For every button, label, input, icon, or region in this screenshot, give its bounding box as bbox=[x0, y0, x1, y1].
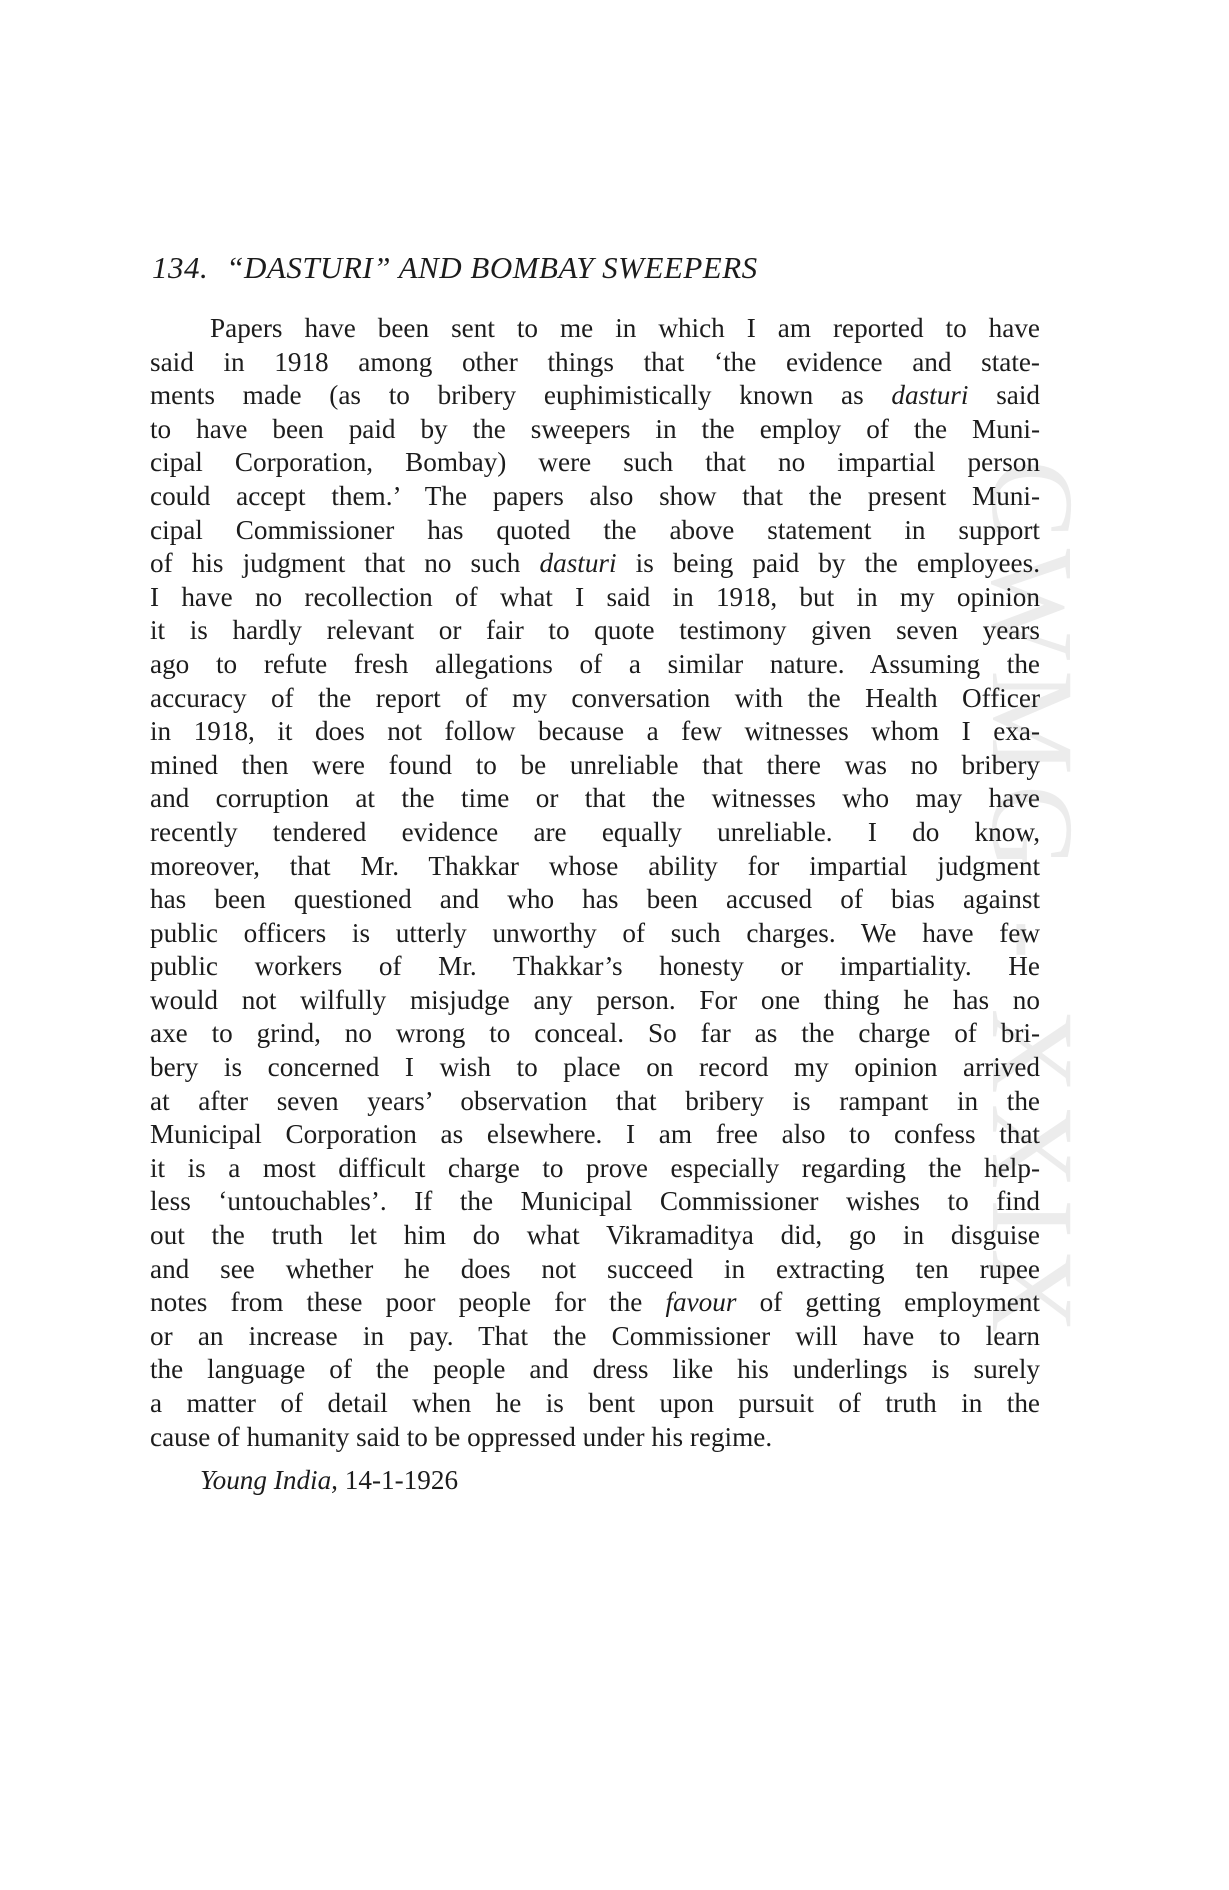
body-line: bery is concerned I wish to place on record my opinion arrived bbox=[150, 1052, 1040, 1083]
body-line: ments made (as to bribery euphimistically known as dasturi said bbox=[150, 380, 1040, 411]
body-line: public officers is utterly unworthy of such charges. We have few bbox=[150, 917, 1040, 948]
body-line: and see whether he does not succeed in extracting ten rupee bbox=[150, 1253, 1040, 1284]
body-line: moreover, that Mr. Thakkar whose ability for impartial judgment bbox=[150, 850, 1040, 881]
body-line: in 1918, it does not follow because a few witnesses whom I exa- bbox=[150, 716, 1040, 747]
body-line: said in 1918 among other things that ‘the evidence and state- bbox=[150, 346, 1040, 377]
body-line: it is a most difficult charge to prove especially regarding the help- bbox=[150, 1152, 1040, 1183]
body-line: has been questioned and who has been accused of bias against bbox=[150, 884, 1040, 915]
body-line: of his judgment that no such dasturi is being paid by the employees. bbox=[150, 548, 1040, 579]
body-line: cipal Commissioner has quoted the above statement in support bbox=[150, 514, 1040, 545]
body-line: accuracy of the report of my conversation with the Health Officer bbox=[150, 682, 1040, 713]
body-line: cipal Corporation, Bombay) were such that no impartial person bbox=[150, 447, 1040, 478]
body-line: Papers have been sent to me in which I am reported to have bbox=[210, 313, 1040, 343]
body-line: or an increase in pay. That the Commissioner will have to learn bbox=[150, 1320, 1040, 1351]
body-line: would not wilfully misjudge any person. For one thing he has no bbox=[150, 984, 1040, 1015]
watermark-text: CWMG - XXIX bbox=[967, 460, 1098, 1344]
body-line: cause of humanity said to be oppressed under his regime. bbox=[150, 1421, 773, 1452]
body-line: Municipal Corporation as elsewhere. I am free also to confess that bbox=[150, 1119, 1040, 1150]
body-line: ago to refute fresh allegations of a similar nature. Assuming the bbox=[150, 648, 1040, 679]
body-line: notes from these poor people for the favour of getting employment bbox=[150, 1287, 1040, 1318]
source-date: 14-1-1926 bbox=[344, 1465, 459, 1495]
body-line: recently tendered evidence are equally unreliable. I do know, bbox=[150, 816, 1040, 847]
body-line: to have been paid by the sweepers in the employ of the Muni- bbox=[150, 413, 1040, 444]
body-line: public workers of Mr. Thakkar’s honesty or impartiality. He bbox=[150, 951, 1040, 982]
article-title: “DASTURI” AND BOMBAY SWEEPERS bbox=[226, 250, 758, 285]
body-line: I have no recollection of what I said in 1918, but in my opinion bbox=[150, 581, 1040, 612]
body-line: and corruption at the time or that the witnesses who may have bbox=[150, 783, 1040, 814]
body-line: axe to grind, no wrong to conceal. So far as the charge of bri- bbox=[150, 1018, 1040, 1049]
body-line: out the truth let him do what Vikramaditya did, go in disguise bbox=[150, 1220, 1040, 1251]
body-line: at after seven years’ observation that bribery is rampant in the bbox=[150, 1085, 1040, 1116]
source-citation bbox=[200, 1465, 458, 1496]
article-number: 134. bbox=[152, 250, 209, 285]
source-publication: Young India, bbox=[200, 1465, 338, 1495]
body-line: could accept them.’ The papers also show that the present Muni- bbox=[150, 480, 1040, 511]
body-line: less ‘untouchables’. If the Municipal Commissioner wishes to find bbox=[150, 1186, 1040, 1217]
article-heading bbox=[152, 250, 1082, 286]
body-line: mined then were found to be unreliable that there was no bribery bbox=[150, 749, 1040, 780]
body-line: it is hardly relevant or fair to quote testimony given seven years bbox=[150, 615, 1040, 646]
body-line: a matter of detail when he is bent upon pursuit of truth in the bbox=[150, 1388, 1040, 1418]
article-body bbox=[150, 312, 1040, 1454]
body-line: the language of the people and dress like his underlings is surely bbox=[150, 1354, 1040, 1385]
